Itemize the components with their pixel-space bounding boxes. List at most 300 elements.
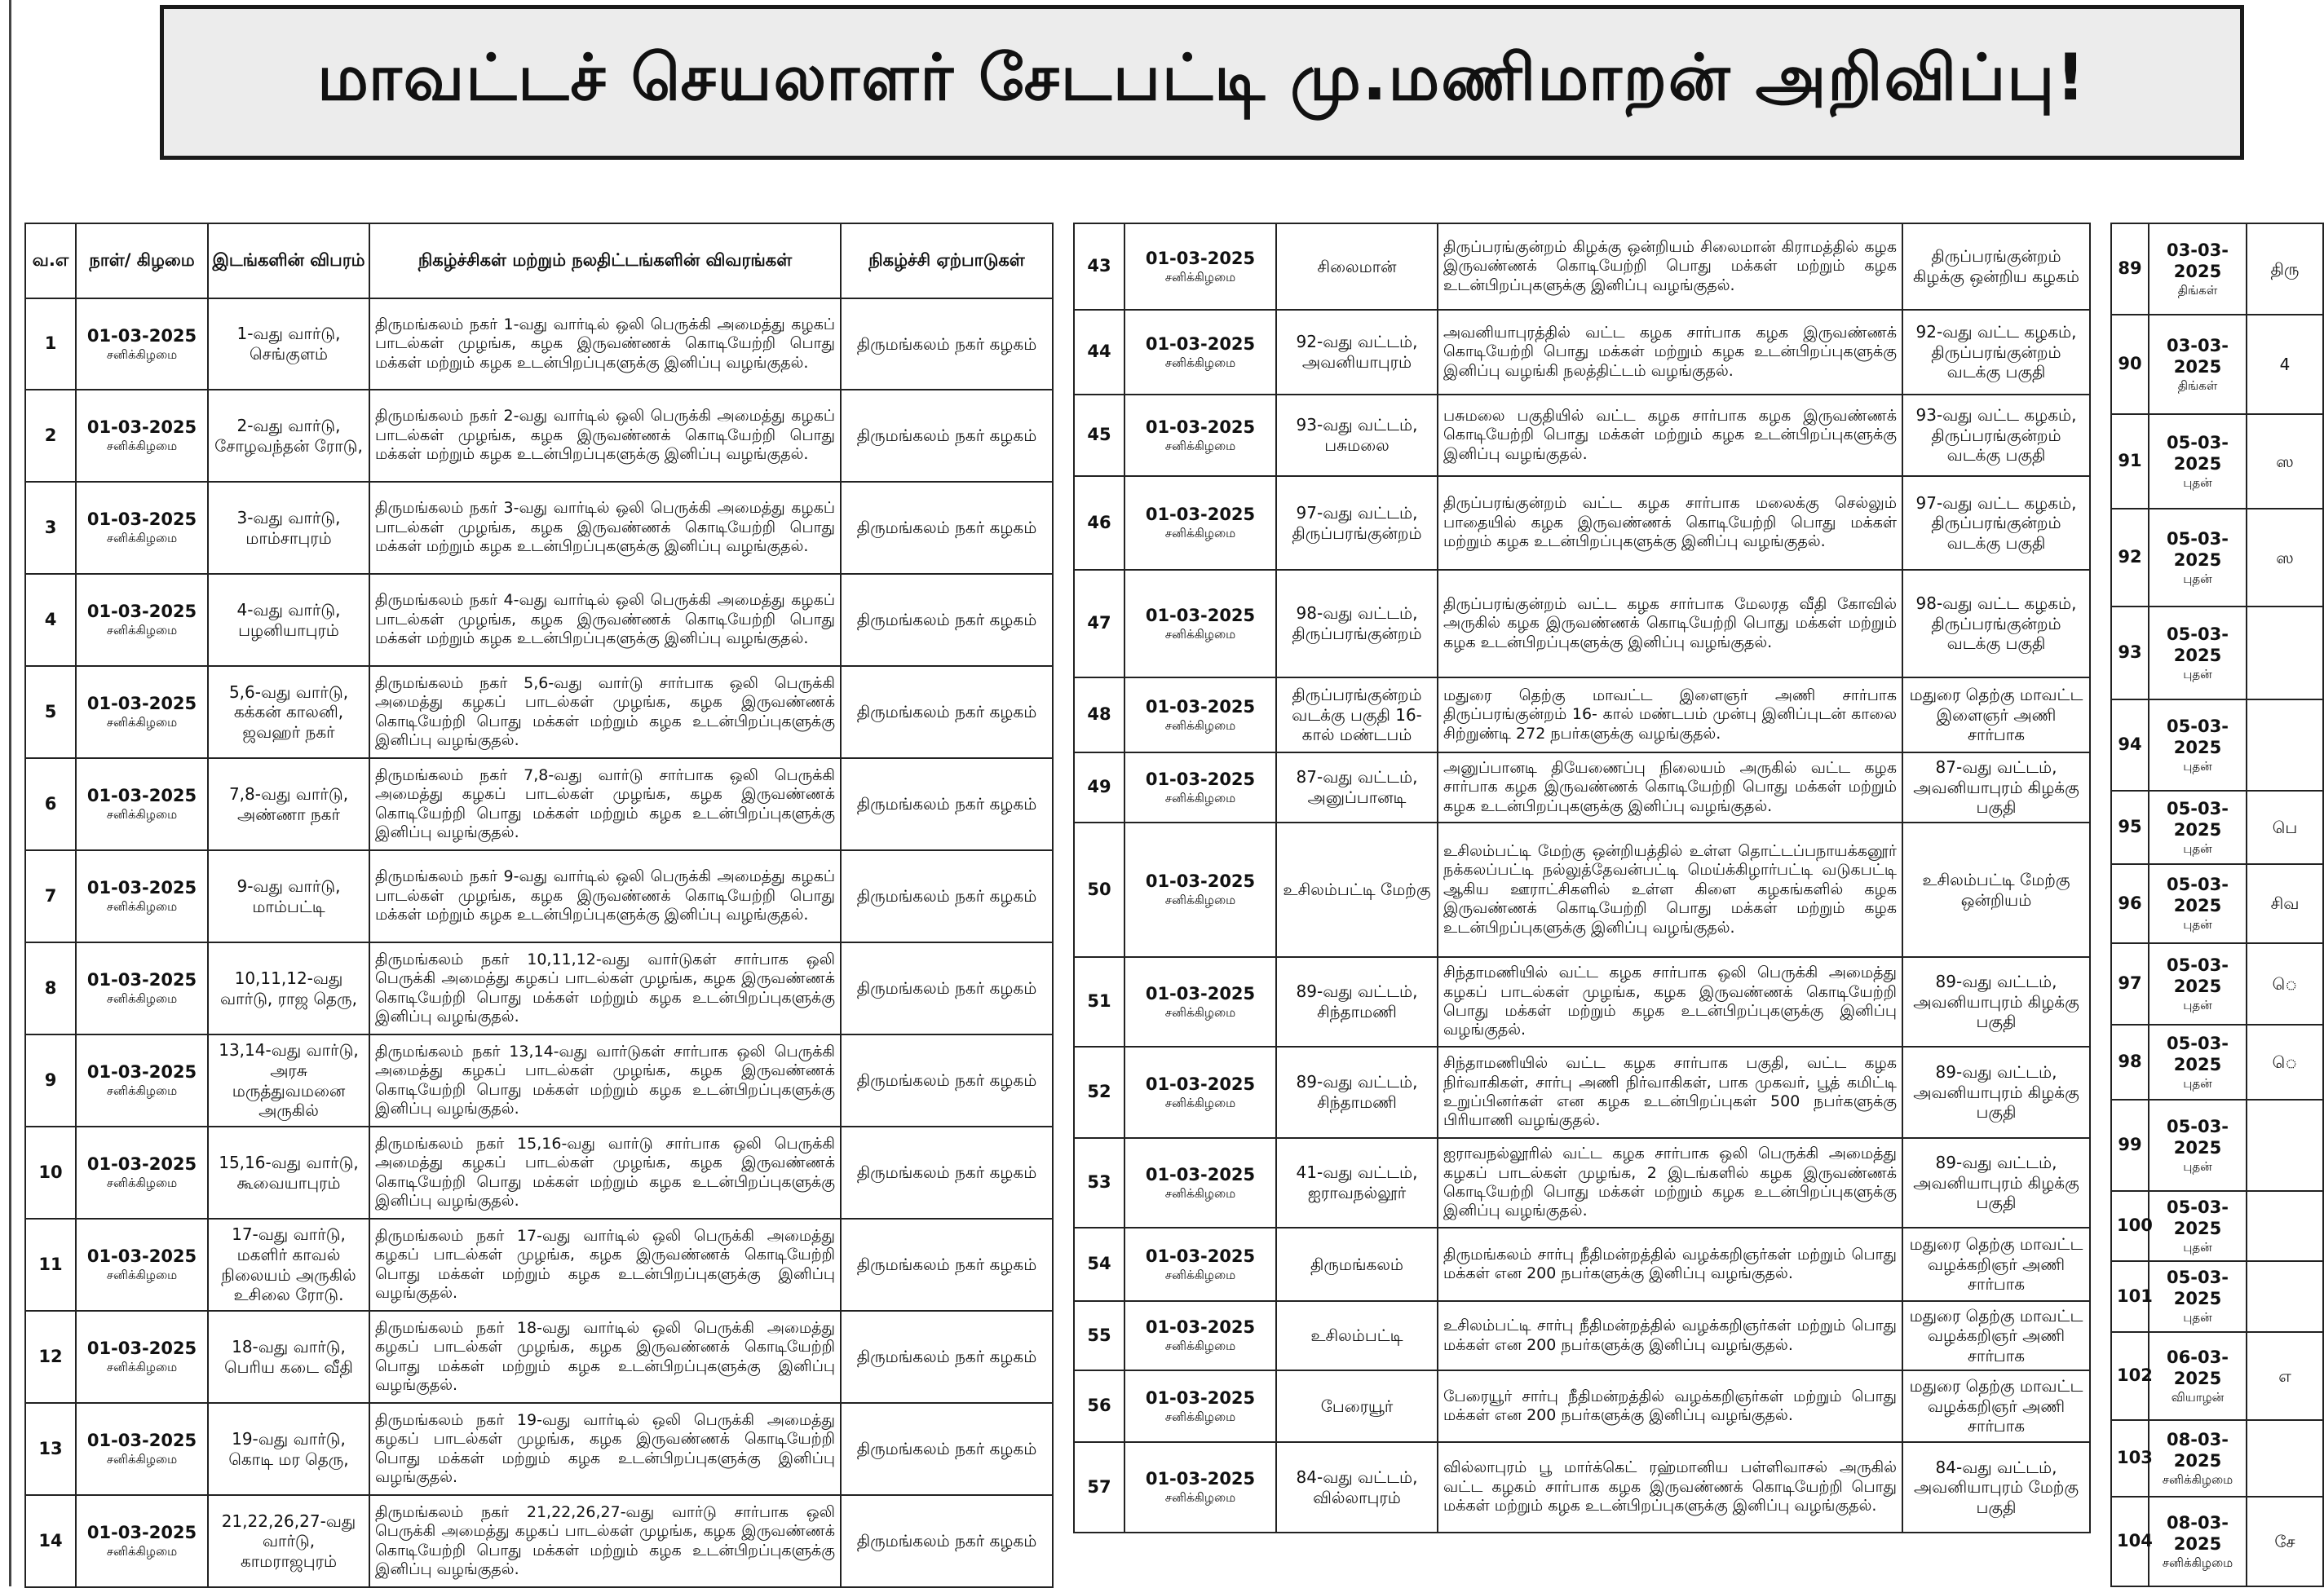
place-cell: 97-வது வட்டம், திருப்பரங்குன்றம் bbox=[1276, 476, 1438, 570]
place-cell: 41-வது வட்டம், ஐராவநல்லூர் bbox=[1276, 1138, 1438, 1228]
date-value: 01-03-2025 bbox=[86, 1339, 197, 1359]
weekday: சனிக்கிழமை bbox=[1164, 1339, 1236, 1354]
details-cell: சிந்தாமணியில் வட்ட கழக சார்பாக ஒலி பெருக்கி அமைத்து கழகப் பாடல்கள் முழங்க, கழக இருவண்ணக் கொடியேற்றி பொது மக்கள் மற்றும் கழக உடன்பிறப்புகளுக்கு இனிப்பு வழங்குதல். bbox=[1438, 957, 1902, 1047]
date-cell bbox=[1124, 1301, 1276, 1370]
table-row bbox=[25, 850, 1053, 942]
serial-cell: 44 bbox=[1074, 310, 1124, 395]
serial-cell: 48 bbox=[1074, 677, 1124, 752]
place-cell: 4-வது வார்டு, பழனியாபுரம் bbox=[208, 574, 369, 666]
serial-cell: 47 bbox=[1074, 570, 1124, 677]
table-row bbox=[25, 1034, 1053, 1127]
serial-cell: 95 bbox=[2111, 791, 2149, 864]
details-cell: திருமங்கலம் நகர் 3-வது வார்டில் ஒலி பெருக்கி அமைத்து கழகப் பாடல்கள் முழங்க, கழக இருவண்ணக் கொடியேற்றி பொது மக்கள் மற்றும் கழக உடன்பிறப்புகளுக்கு இனிப்பு வழங்குதல். bbox=[369, 482, 841, 574]
place-cell: பெ bbox=[2247, 791, 2323, 864]
announcement-banner bbox=[160, 5, 2244, 160]
weekday: சனிக்கிழமை bbox=[1164, 1095, 1236, 1110]
date-value: 01-03-2025 bbox=[86, 325, 197, 346]
place-cell: 84-வது வட்டம், வில்லாபுரம் bbox=[1276, 1442, 1438, 1533]
serial-cell: 1 bbox=[25, 298, 76, 390]
serial-cell: 93 bbox=[2111, 607, 2149, 699]
details-cell: திருப்பரங்குன்றம் வட்ட கழக சார்பாக மலைக்கு செல்லும் பாதையில் கழக இருவண்ணக் கொடியேற்றி பொது மக்கள் மற்றும் கழக உடன்பிறப்புகளுக்கு இனிப்பு வழங்குதல். bbox=[1438, 476, 1902, 570]
weekday: சனிக்கிழமை bbox=[106, 807, 178, 823]
date-value: 01-03-2025 bbox=[86, 602, 197, 622]
date-cell bbox=[1124, 1442, 1276, 1533]
table-row bbox=[2111, 1025, 2323, 1100]
weekday: சனிக்கிழமை bbox=[1164, 1004, 1236, 1020]
serial-cell: 9 bbox=[25, 1034, 76, 1127]
weekday: புதன் bbox=[2183, 758, 2212, 774]
date-cell bbox=[1124, 1228, 1276, 1301]
date-cell bbox=[76, 482, 208, 574]
table-row bbox=[2111, 791, 2323, 864]
details-cell: அவனியாபுரத்தில் வட்ட கழக சார்பாக கழக இருவண்ணக் கொடியேற்றி பொது மக்கள் மற்றும் கழக உடன்பிறப்புகளுக்கு இனிப்பு வழங்கி நலத்திட்டம் வழங்குதல். bbox=[1438, 310, 1902, 395]
details-cell: திருப்பரங்குன்றம் கிழக்கு ஒன்றியம் சிலைமான் கிராமத்தில் கழக இருவண்ணக் கொடியேற்றி பொது மக்கள் மற்றும் கழக உடன்பிறப்புகளுக்கு இனிப்பு வழங்குதல். bbox=[1438, 223, 1902, 310]
details-cell: திருமங்கலம் நகர் 7,8-வது வார்டு சார்பாக ஒலி பெருக்கி அமைத்து கழகப் பாடல்கள் முழங்க, கழக இருவண்ணக் கொடியேற்றி பொது மக்கள் மற்றும் கழக உடன்பிறப்புகளுக்கு இனிப்பு வழங்குதல். bbox=[369, 758, 841, 850]
weekday: புதன் bbox=[2183, 1158, 2212, 1174]
place-cell: சே bbox=[2247, 1497, 2323, 1586]
details-cell: திருமங்கலம் நகர் 21,22,26,27-வது வார்டு சார்பாக ஒலி பெருக்கி அமைத்து கழகப் பாடல்கள் முழங்க, கழக இருவண்ணக் கொடியேற்றி பொது மக்கள் மற்றும் கழக உடன்பிறப்புகளுக்கு இனிப்பு வழங்குதல். bbox=[369, 1495, 841, 1587]
table-row bbox=[2111, 315, 2323, 414]
date-cell bbox=[1124, 310, 1276, 395]
schedule-table-middle bbox=[1073, 223, 2091, 1533]
place-cell bbox=[2247, 1261, 2323, 1332]
serial-cell: 53 bbox=[1074, 1138, 1124, 1228]
date-value: 01-03-2025 bbox=[86, 1246, 197, 1267]
table-row bbox=[1074, 1138, 2090, 1228]
serial-cell: 96 bbox=[2111, 864, 2149, 943]
weekday: சனிக்கிழமை bbox=[106, 531, 178, 546]
place-cell: 89-வது வட்டம், சிந்தாமணி bbox=[1276, 957, 1438, 1047]
date-cell bbox=[2149, 1420, 2247, 1497]
weekday: சனிக்கிழமை bbox=[106, 1544, 178, 1559]
place-cell: 5,6-வது வார்டு, கக்கன் காலனி, ஜவஹர் நகர் bbox=[208, 666, 369, 758]
table-row bbox=[2111, 1497, 2323, 1586]
details-cell: பசுமலை பகுதியில் வட்ட கழக சார்பாக கழக இருவண்ணக் கொடியேற்றி பொது மக்கள் மற்றும் கழக உடன்பிறப்புகளுக்கு இனிப்பு வழங்குதல். bbox=[1438, 395, 1902, 476]
place-cell: உசிலம்பட்டி மேற்கு bbox=[1276, 823, 1438, 957]
table-row bbox=[2111, 223, 2323, 315]
table-row bbox=[2111, 414, 2323, 509]
table-row bbox=[1074, 395, 2090, 476]
serial-cell: 13 bbox=[25, 1403, 76, 1495]
organizer-cell: திருமங்கலம் நகர் கழகம் bbox=[841, 1311, 1053, 1403]
organizer-cell: திருமங்கலம் நகர் கழகம் bbox=[841, 390, 1053, 482]
details-cell: உசிலம்பட்டி சார்பு நீதிமன்றத்தில் வழக்கறிஞர்கள் மற்றும் பொது மக்கள் என 200 நபர்களுக்கு இனிப்பு வழங்குதல். bbox=[1438, 1301, 1902, 1370]
place-cell: 9-வது வார்டு, மாம்பட்டி bbox=[208, 850, 369, 942]
organizer-cell: திருமங்கலம் நகர் கழகம் bbox=[841, 1219, 1053, 1311]
date-cell bbox=[1124, 1047, 1276, 1138]
banner-title: மாவட்டச் செயலாளர் சேடபட்டி மு.மணிமாறன் அறிவிப்பு! bbox=[317, 42, 2087, 115]
table-row bbox=[2111, 509, 2323, 607]
organizer-cell: திருமங்கலம் நகர் கழகம் bbox=[841, 666, 1053, 758]
serial-cell: 11 bbox=[25, 1219, 76, 1311]
date-cell bbox=[76, 1127, 208, 1219]
table-row bbox=[1074, 310, 2090, 395]
place-cell: 17-வது வார்டு, மகளிர் காவல் நிலையம் அருகில் உசிலை ரோடு. bbox=[208, 1219, 369, 1311]
table-row bbox=[1074, 677, 2090, 752]
header-organizer: நிகழ்ச்சி ஏற்பாடுகள் bbox=[841, 223, 1053, 298]
date-cell bbox=[76, 942, 208, 1034]
weekday: சனிக்கிழமை bbox=[1164, 269, 1236, 285]
serial-cell: 51 bbox=[1074, 957, 1124, 1047]
date-cell bbox=[1124, 1138, 1276, 1228]
details-cell: திருமங்கலம் நகர் 19-வது வார்டில் ஒலி பெருக்கி அமைத்து கழகப் பாடல்கள் முழங்க, கழக இருவண்ணக் கொடியேற்றி பொது மக்கள் மற்றும் கழக உடன்பிறப்புகளுக்கு இனிப்பு வழங்குதல். bbox=[369, 1403, 841, 1495]
date-value: 03-03-2025 bbox=[2167, 240, 2229, 281]
weekday: சனிக்கிழமை bbox=[106, 715, 178, 730]
table-row bbox=[1074, 823, 2090, 957]
table-row bbox=[2111, 1420, 2323, 1497]
weekday: சனிக்கிழமை bbox=[106, 1360, 178, 1375]
table-row bbox=[25, 390, 1053, 482]
weekday: புதன் bbox=[2183, 1310, 2212, 1326]
details-cell: ஐராவநல்லூரில் வட்ட கழக சார்பாக ஒலி பெருக்கி அமைத்து கழகப் பாடல்கள் முழங்க, 2 இடங்களில் கழக இருவண்ணக் கொடியேற்றி பொது மக்கள் மற்றும் கழக உடன்பிறப்புகளுக்கு இனிப்பு வழங்குதல். bbox=[1438, 1138, 1902, 1228]
serial-cell: 50 bbox=[1074, 823, 1124, 957]
place-cell: சிலைமான் bbox=[1276, 223, 1438, 310]
table-row bbox=[2111, 607, 2323, 699]
organizer-cell: மதுரை தெற்கு மாவட்ட வழக்கறிஞர் அணி சார்பாக bbox=[1902, 1301, 2090, 1370]
table-row bbox=[25, 574, 1053, 666]
weekday: சனிக்கிழமை bbox=[2162, 1555, 2233, 1570]
table-row bbox=[1074, 752, 2090, 823]
date-cell bbox=[76, 1495, 208, 1587]
date-value: 01-03-2025 bbox=[1145, 1164, 1256, 1184]
organizer-cell: மதுரை தெற்கு மாவட்ட வழக்கறிஞர் அணி சார்பாக bbox=[1902, 1370, 2090, 1442]
table-row bbox=[1074, 957, 2090, 1047]
serial-cell: 5 bbox=[25, 666, 76, 758]
weekday: சனிக்கிழமை bbox=[106, 1452, 178, 1467]
date-cell bbox=[2149, 943, 2247, 1025]
weekday: சனிக்கிழமை bbox=[106, 991, 178, 1007]
table-row bbox=[1074, 223, 2090, 310]
organizer-cell: திருமங்கலம் நகர் கழகம் bbox=[841, 1127, 1053, 1219]
table-row bbox=[2111, 1261, 2323, 1332]
details-cell: திருமங்கலம் நகர் 15,16-வது வார்டு சார்பாக ஒலி பெருக்கி அமைத்து கழகப் பாடல்கள் முழங்க, கழக இருவண்ணக் கொடியேற்றி பொது மக்கள் மற்றும் கழக உடன்பிறப்புகளுக்கு இனிப்பு வழங்குதல். bbox=[369, 1127, 841, 1219]
weekday: சனிக்கிழமை bbox=[106, 1083, 178, 1099]
details-cell: திருமங்கலம் நகர் 2-வது வார்டில் ஒலி பெருக்கி அமைத்து கழகப் பாடல்கள் முழங்க, கழக இருவண்ணக் கொடியேற்றி பொது மக்கள் மற்றும் கழக உடன்பிறப்புகளுக்கு இனிப்பு வழங்குதல். bbox=[369, 390, 841, 482]
serial-cell: 49 bbox=[1074, 752, 1124, 823]
details-cell: திருமங்கலம் நகர் 5,6-வது வார்டு சார்பாக ஒலி பெருக்கி அமைத்து கழகப் பாடல்கள் முழங்க, கழக இருவண்ணக் கொடியேற்றி பொது மக்கள் மற்றும் கழக உடன்பிறப்புகளுக்கு இனிப்பு வழங்குதல். bbox=[369, 666, 841, 758]
organizer-cell: 89-வது வட்டம், அவனியாபுரம் கிழக்கு பகுதி bbox=[1902, 1047, 2090, 1138]
weekday: சனிக்கிழமை bbox=[106, 439, 178, 454]
table-row bbox=[25, 666, 1053, 758]
organizer-cell: 93-வது வட்ட கழகம், திருப்பரங்குன்றம் வடக்கு பகுதி bbox=[1902, 395, 2090, 476]
organizer-cell: திருமங்கலம் நகர் கழகம் bbox=[841, 574, 1053, 666]
details-cell: திருமங்கலம் நகர் 17-வது வார்டில் ஒலி பெருக்கி அமைத்து கழகப் பாடல்கள் முழங்க, கழக இருவண்ணக் கொடியேற்றி பொது மக்கள் மற்றும் கழக உடன்பிறப்புகளுக்கு இனிப்பு வழங்குதல். bbox=[369, 1219, 841, 1311]
date-value: 01-03-2025 bbox=[1145, 1317, 1256, 1338]
weekday: சனிக்கிழமை bbox=[1164, 1490, 1236, 1506]
date-value: 01-03-2025 bbox=[86, 786, 197, 806]
date-value: 01-03-2025 bbox=[1145, 248, 1256, 268]
serial-cell: 4 bbox=[25, 574, 76, 666]
details-cell: திருமங்கலம் நகர் 13,14-வது வார்டுகள் சார்பாக ஒலி பெருக்கி அமைத்து கழகப் பாடல்கள் முழங்க, கழக இருவண்ணக் கொடியேற்றி பொது மக்கள் மற்றும் கழக உடன்பிறப்புகளுக்கு இனிப்பு வழங்குதல். bbox=[369, 1034, 841, 1127]
place-cell: ஸ bbox=[2247, 509, 2323, 607]
table-row bbox=[25, 1311, 1053, 1403]
serial-cell: 10 bbox=[25, 1127, 76, 1219]
place-cell: எ bbox=[2247, 1332, 2323, 1420]
organizer-cell: 92-வது வட்ட கழகம், திருப்பரங்குன்றம் வடக்கு பகுதி bbox=[1902, 310, 2090, 395]
details-cell: அனுப்பானடி தியேணைப்பு நிலையம் அருகில் வட்ட கழக சார்பாக கழக இருவண்ணக் கொடியேற்றி பொது மக்கள் மற்றும் கழக உடன்பிறப்புகளுக்கு இனிப்பு வழங்குதல். bbox=[1438, 752, 1902, 823]
serial-cell: 12 bbox=[25, 1311, 76, 1403]
date-cell bbox=[76, 1219, 208, 1311]
place-cell: திருமங்கலம் bbox=[1276, 1228, 1438, 1301]
weekday: புதன் bbox=[2183, 474, 2212, 490]
weekday: சனிக்கிழமை bbox=[1164, 1185, 1236, 1201]
organizer-cell: 89-வது வட்டம், அவனியாபுரம் கிழக்கு பகுதி bbox=[1902, 957, 2090, 1047]
header-serial: வ.எ bbox=[25, 223, 76, 298]
date-value: 01-03-2025 bbox=[1145, 605, 1256, 625]
weekday: சனிக்கிழமை bbox=[2162, 1471, 2233, 1487]
serial-cell: 46 bbox=[1074, 476, 1124, 570]
organizer-cell: திருமங்கலம் நகர் கழகம் bbox=[841, 942, 1053, 1034]
serial-cell: 97 bbox=[2111, 943, 2149, 1025]
date-cell bbox=[1124, 223, 1276, 310]
table-row bbox=[25, 1495, 1053, 1587]
table-row bbox=[25, 1403, 1053, 1495]
serial-cell: 2 bbox=[25, 390, 76, 482]
serial-cell: 56 bbox=[1074, 1370, 1124, 1442]
weekday: திங்கள் bbox=[2177, 377, 2218, 393]
place-cell: 3-வது வார்டு, மாம்சாபுரம் bbox=[208, 482, 369, 574]
weekday: சனிக்கிழமை bbox=[106, 346, 178, 362]
date-cell bbox=[2149, 1100, 2247, 1191]
place-cell: 98-வது வட்டம், திருப்பரங்குன்றம் bbox=[1276, 570, 1438, 677]
details-cell: மதுரை தெற்கு மாவட்ட இளைஞர் அணி சார்பாக திருப்பரங்குன்றம் 16- கால் மண்டபம் முன்பு இனிப்புடன் காலை சிற்றுண்டி 272 நபர்களுக்கு வழங்குதல். bbox=[1438, 677, 1902, 752]
date-value: 01-03-2025 bbox=[1145, 983, 1256, 1004]
place-cell: 18-வது வார்டு, பெரிய கடை வீதி bbox=[208, 1311, 369, 1403]
date-cell bbox=[2149, 1025, 2247, 1100]
date-value: 01-03-2025 bbox=[86, 1154, 197, 1175]
details-cell: திருமங்கலம் நகர் 10,11,12-வது வார்டுகள் சார்பாக ஒலி பெருக்கி அமைத்து கழகப் பாடல்கள் முழங்க, கழக இருவண்ணக் கொடியேற்றி பொது மக்கள் மற்றும் கழக உடன்பிறப்புகளுக்கு இனிப்பு வழங்குதல். bbox=[369, 942, 841, 1034]
details-cell: திருமங்கலம் நகர் 4-வது வார்டில் ஒலி பெருக்கி அமைத்து கழகப் பாடல்கள் முழங்க, கழக இருவண்ணக் கொடியேற்றி பொது மக்கள் மற்றும் கழக உடன்பிறப்புகளுக்கு இனிப்பு வழங்குதல். bbox=[369, 574, 841, 666]
date-cell bbox=[76, 390, 208, 482]
date-value: 01-03-2025 bbox=[1145, 1469, 1256, 1489]
date-value: 05-03-2025 bbox=[2167, 528, 2229, 570]
date-value: 05-03-2025 bbox=[2167, 1116, 2229, 1158]
header-date: நாள்/ கிழமை bbox=[76, 223, 208, 298]
table-row bbox=[1074, 1370, 2090, 1442]
place-cell: சிவ bbox=[2247, 864, 2323, 943]
weekday: திங்கள் bbox=[2177, 282, 2218, 298]
weekday: சனிக்கிழமை bbox=[1164, 626, 1236, 642]
date-value: 01-03-2025 bbox=[1145, 769, 1256, 789]
date-cell bbox=[2149, 791, 2247, 864]
date-value: 05-03-2025 bbox=[2167, 432, 2229, 474]
weekday: புதன் bbox=[2183, 571, 2212, 586]
serial-cell: 89 bbox=[2111, 223, 2149, 315]
details-cell: திருமங்கலம் நகர் 1-வது வார்டில் ஒலி பெருக்கி அமைத்து கழகப் பாடல்கள் முழங்க, கழக இருவண்ணக் கொடியேற்றி பொது மக்கள் மற்றும் கழக உடன்பிறப்புகளுக்கு இனிப்பு வழங்குதல். bbox=[369, 298, 841, 390]
date-value: 01-03-2025 bbox=[1145, 505, 1256, 525]
table-row bbox=[1074, 1047, 2090, 1138]
place-cell: 92-வது வட்டம், அவனியாபுரம் bbox=[1276, 310, 1438, 395]
place-cell: 4 bbox=[2247, 315, 2323, 414]
table-row bbox=[1074, 1301, 2090, 1370]
weekday: புதன் bbox=[2183, 1075, 2212, 1091]
date-cell bbox=[2149, 1332, 2247, 1420]
serial-cell: 104 bbox=[2111, 1497, 2149, 1586]
table-row bbox=[2111, 943, 2323, 1025]
weekday: சனிக்கிழமை bbox=[1164, 526, 1236, 541]
weekday: சனிக்கிழமை bbox=[106, 899, 178, 915]
date-value: 01-03-2025 bbox=[86, 417, 197, 438]
serial-cell: 8 bbox=[25, 942, 76, 1034]
serial-cell: 3 bbox=[25, 482, 76, 574]
date-value: 08-03-2025 bbox=[2167, 1429, 2229, 1471]
date-cell bbox=[76, 1311, 208, 1403]
date-value: 03-03-2025 bbox=[2167, 335, 2229, 377]
organizer-cell: மதுரை தெற்கு மாவட்ட இளைஞர் அணி சார்பாக bbox=[1902, 677, 2090, 752]
date-cell bbox=[1124, 677, 1276, 752]
place-cell: 7,8-வது வார்டு, அண்ணா நகர் bbox=[208, 758, 369, 850]
date-value: 05-03-2025 bbox=[2167, 875, 2229, 916]
date-cell bbox=[2149, 1261, 2247, 1332]
date-value: 01-03-2025 bbox=[86, 970, 197, 990]
date-cell bbox=[76, 666, 208, 758]
weekday: புதன் bbox=[2183, 917, 2212, 933]
place-cell bbox=[2247, 607, 2323, 699]
weekday: சனிக்கிழமை bbox=[106, 1176, 178, 1191]
weekday: சனிக்கிழமை bbox=[1164, 790, 1236, 805]
date-cell bbox=[2149, 315, 2247, 414]
serial-cell: 103 bbox=[2111, 1420, 2149, 1497]
date-cell bbox=[1124, 476, 1276, 570]
date-value: 05-03-2025 bbox=[2167, 716, 2229, 757]
place-cell: திருப்பரங்குன்றம் வடக்கு பகுதி 16- கால் மண்டபம் bbox=[1276, 677, 1438, 752]
date-cell bbox=[1124, 823, 1276, 957]
serial-cell: 94 bbox=[2111, 699, 2149, 791]
place-cell bbox=[2247, 1100, 2323, 1191]
date-cell bbox=[2149, 223, 2247, 315]
date-value: 01-03-2025 bbox=[1145, 1074, 1256, 1094]
serial-cell: 92 bbox=[2111, 509, 2149, 607]
date-cell bbox=[2149, 509, 2247, 607]
date-cell bbox=[2149, 607, 2247, 699]
weekday: சனிக்கிழமை bbox=[1164, 438, 1236, 453]
weekday: வியாழன் bbox=[2171, 1389, 2225, 1405]
weekday: சனிக்கிழமை bbox=[1164, 717, 1236, 733]
organizer-cell: 98-வது வட்ட கழகம், திருப்பரங்குன்றம் வடக்கு பகுதி bbox=[1902, 570, 2090, 677]
date-cell bbox=[2149, 414, 2247, 509]
page-edge bbox=[0, 0, 11, 1586]
date-value: 01-03-2025 bbox=[86, 509, 197, 530]
date-cell bbox=[76, 850, 208, 942]
organizer-cell: திருமங்கலம் நகர் கழகம் bbox=[841, 298, 1053, 390]
table-row bbox=[25, 482, 1053, 574]
date-value: 08-03-2025 bbox=[2167, 1512, 2229, 1554]
details-cell: பேரையூர் சார்பு நீதிமன்றத்தில் வழக்கறிஞர்கள் மற்றும் பொது மக்கள் என 200 நபர்களுக்கு இனிப்பு வழங்குதல். bbox=[1438, 1370, 1902, 1442]
weekday: புதன் bbox=[2183, 1239, 2212, 1255]
serial-cell: 90 bbox=[2111, 315, 2149, 414]
serial-cell: 43 bbox=[1074, 223, 1124, 310]
date-cell bbox=[2149, 699, 2247, 791]
organizer-cell: திருமங்கலம் நகர் கழகம் bbox=[841, 850, 1053, 942]
place-cell: 10,11,12-வது வார்டு, ராஜ தெரு, bbox=[208, 942, 369, 1034]
header-details: நிகழ்ச்சிகள் மற்றும் நலதிட்டங்களின் விவரங்கள் bbox=[369, 223, 841, 298]
place-cell: ெ bbox=[2247, 1025, 2323, 1100]
date-value: 06-03-2025 bbox=[2167, 1347, 2229, 1388]
place-cell: ஸ bbox=[2247, 414, 2323, 509]
date-cell bbox=[1124, 752, 1276, 823]
table-row bbox=[2111, 1100, 2323, 1191]
date-value: 01-03-2025 bbox=[86, 694, 197, 714]
weekday: சனிக்கிழமை bbox=[106, 623, 178, 638]
place-cell: 87-வது வட்டம், அனுப்பானடி bbox=[1276, 752, 1438, 823]
table-row bbox=[25, 298, 1053, 390]
date-value: 01-03-2025 bbox=[1145, 1387, 1256, 1408]
date-value: 01-03-2025 bbox=[86, 1062, 197, 1083]
details-cell: திருமங்கலம் நகர் 18-வது வார்டில் ஒலி பெருக்கி அமைத்து கழகப் பாடல்கள் முழங்க, கழக இருவண்ணக் கொடியேற்றி பொது மக்கள் மற்றும் கழக உடன்பிறப்புகளுக்கு இனிப்பு வழங்குதல். bbox=[369, 1311, 841, 1403]
place-cell: 19-வது வார்டு, கொடி மர தெரு, bbox=[208, 1403, 369, 1495]
details-cell: திருமங்கலம் நகர் 9-வது வார்டில் ஒலி பெருக்கி அமைத்து கழகப் பாடல்கள் முழங்க, கழக இருவண்ணக் கொடியேற்றி பொது மக்கள் மற்றும் கழக உடன்பிறப்புகளுக்கு இனிப்பு வழங்குதல். bbox=[369, 850, 841, 942]
date-value: 05-03-2025 bbox=[2167, 798, 2229, 840]
date-cell bbox=[2149, 864, 2247, 943]
organizer-cell: திருமங்கலம் நகர் கழகம் bbox=[841, 1034, 1053, 1127]
organizer-cell: திருமங்கலம் நகர் கழகம் bbox=[841, 482, 1053, 574]
serial-cell: 14 bbox=[25, 1495, 76, 1587]
table-row bbox=[2111, 699, 2323, 791]
date-value: 05-03-2025 bbox=[2167, 1268, 2229, 1309]
details-cell: திருப்பரங்குன்றம் வட்ட கழக சார்பாக மேலரத வீதி கோவில் அருகில் கழக இருவண்ணக் கொடியேற்றி பொது மக்கள் மற்றும் கழக உடன்பிறப்புகளுக்கு இனிப்பு வழங்குதல். bbox=[1438, 570, 1902, 677]
date-cell bbox=[76, 574, 208, 666]
serial-cell: 98 bbox=[2111, 1025, 2149, 1100]
organizer-cell: 84-வது வட்டம், அவனியாபுரம் மேற்கு பகுதி bbox=[1902, 1442, 2090, 1533]
organizer-cell: திருமங்கலம் நகர் கழகம் bbox=[841, 1403, 1053, 1495]
place-cell: பேரையூர் bbox=[1276, 1370, 1438, 1442]
table-row bbox=[25, 1127, 1053, 1219]
place-cell bbox=[2247, 1420, 2323, 1497]
date-cell bbox=[76, 298, 208, 390]
date-value: 01-03-2025 bbox=[1145, 1246, 1256, 1266]
date-value: 01-03-2025 bbox=[1145, 696, 1256, 717]
header-place: இடங்களின் விபரம் bbox=[208, 223, 369, 298]
date-cell bbox=[76, 1034, 208, 1127]
place-cell: 21,22,26,27-வது வார்டு, காமராஜபுரம் bbox=[208, 1495, 369, 1587]
table-row bbox=[1074, 1442, 2090, 1533]
details-cell: உசிலம்பட்டி மேற்கு ஒன்றியத்தில் உள்ள தொட்டப்பநாயக்கனூர் நக்கலப்பட்டி நல்லுத்தேவன்பட்டி மெய்க்கிழார்பட்டி வடுகபட்டி ஆகிய ஊராட்சிகளில் உள்ள கிளை கழகங்களில் கழக இருவண்ணக் கொடியேற்றி பொது மக்கள் மற்றும் கழக உடன்பிறப்புகளுக்கு இனிப்பு வழங்குதல். bbox=[1438, 823, 1902, 957]
details-cell: திருமங்கலம் சார்பு நீதிமன்றத்தில் வழக்கறிஞர்கள் மற்றும் பொது மக்கள் என 200 நபர்களுக்கு இனிப்பு வழங்குதல். bbox=[1438, 1228, 1902, 1301]
table-header-row bbox=[25, 223, 1053, 298]
date-cell bbox=[1124, 395, 1276, 476]
serial-cell: 91 bbox=[2111, 414, 2149, 509]
table-row bbox=[2111, 1191, 2323, 1261]
place-cell bbox=[2247, 699, 2323, 791]
date-cell bbox=[1124, 1370, 1276, 1442]
place-cell: ெ bbox=[2247, 943, 2323, 1025]
date-value: 01-03-2025 bbox=[86, 878, 197, 898]
place-cell: 15,16-வது வார்டு, கூவையாபுரம் bbox=[208, 1127, 369, 1219]
date-cell bbox=[76, 758, 208, 850]
date-cell bbox=[1124, 570, 1276, 677]
place-cell: 1-வது வார்டு, செங்குளம் bbox=[208, 298, 369, 390]
weekday: சனிக்கிழமை bbox=[1164, 355, 1236, 370]
date-value: 05-03-2025 bbox=[2167, 955, 2229, 996]
organizer-cell: 87-வது வட்டம், அவனியாபுரம் கிழக்கு பகுதி bbox=[1902, 752, 2090, 823]
date-value: 01-03-2025 bbox=[86, 1431, 197, 1451]
weekday: சனிக்கிழமை bbox=[1164, 1267, 1236, 1282]
place-cell: உசிலம்பட்டி bbox=[1276, 1301, 1438, 1370]
organizer-cell: மதுரை தெற்கு மாவட்ட வழக்கறிஞர் அணி சார்பாக bbox=[1902, 1228, 2090, 1301]
table-row bbox=[2111, 1332, 2323, 1420]
organizer-cell: 97-வது வட்ட கழகம், திருப்பரங்குன்றம் வடக்கு பகுதி bbox=[1902, 476, 2090, 570]
organizer-cell: திருமங்கலம் நகர் கழகம் bbox=[841, 758, 1053, 850]
weekday: புதன் bbox=[2183, 666, 2212, 682]
weekday: சனிக்கிழமை bbox=[1164, 1409, 1236, 1424]
date-cell bbox=[76, 1403, 208, 1495]
serial-cell: 45 bbox=[1074, 395, 1124, 476]
details-cell: சிந்தாமணியில் வட்ட கழக சார்பாக பகுதி, வட்ட கழக நிர்வாகிகள், சார்பு அணி நிர்வாகிகள், பாக முகவர், பூத் கமிட்டி உறுப்பினர்கள் என கழக உடன்பிறப்புகள் 500 நபர்களுக்கு பிரியாணி வழங்குதல். bbox=[1438, 1047, 1902, 1138]
date-value: 05-03-2025 bbox=[2167, 1197, 2229, 1238]
serial-cell: 52 bbox=[1074, 1047, 1124, 1138]
table-row bbox=[25, 758, 1053, 850]
serial-cell: 102 bbox=[2111, 1332, 2149, 1420]
